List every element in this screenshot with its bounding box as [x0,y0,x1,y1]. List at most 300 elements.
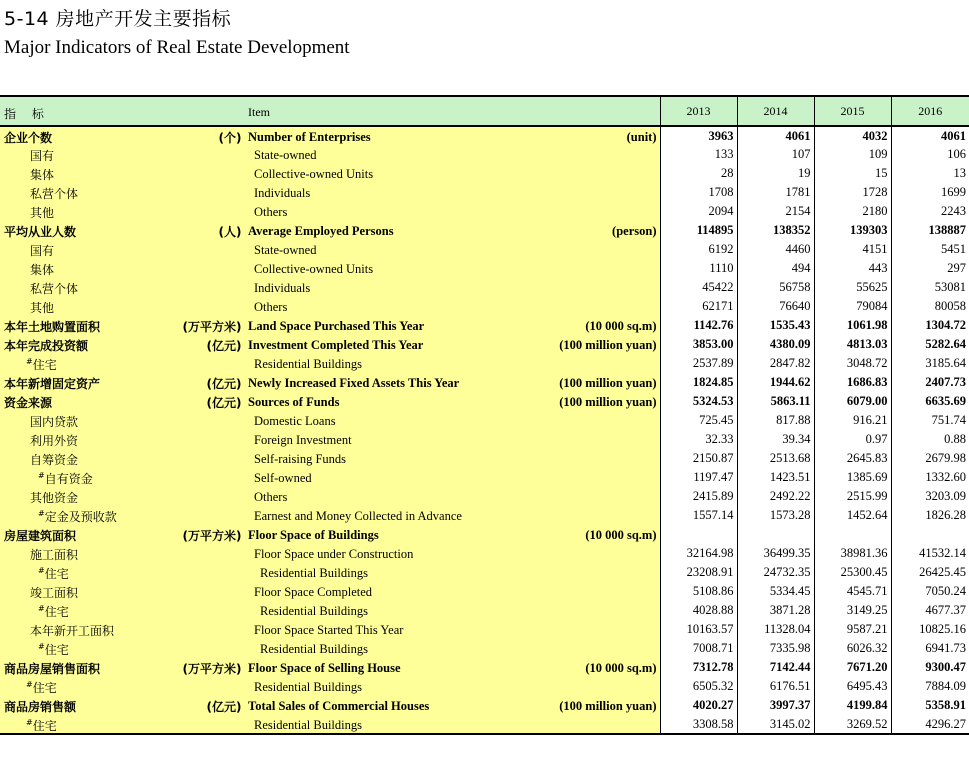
indicator-name-cn-text: 集体 [30,263,55,277]
indicator-name-cn [30,242,54,259]
indicator-cell [0,335,660,354]
value-cell: 4199.84 [814,696,891,715]
value-cell: 297 [891,259,969,278]
indicator-name-en: Average Employed Persons [248,224,394,238]
header-year-2013: 2013 [660,96,737,126]
table-row [0,354,969,373]
indicator-name-en: Floor Space under Construction [254,547,414,561]
indicator-name-cn-text: 平均从业人数 [4,225,77,239]
indicator-name-en: Foreign Investment [254,433,352,447]
value-cell: 7312.78 [660,658,737,677]
indicator-name-en: Self-raising Funds [254,452,347,466]
indicator-cell [0,259,660,278]
value-cell: 1826.28 [891,506,969,525]
footnote-mark: # [38,509,45,518]
value-cell: 5334.45 [737,582,814,601]
indicator-name-cn [4,375,100,392]
value-cell: 13 [891,164,969,183]
value-cell: 36499.35 [737,544,814,563]
value-cell: 106 [891,145,969,164]
value-cell: 55625 [814,278,891,297]
indicator-name-en: Others [254,205,288,219]
indicator-unit-en: (100 million yuan) [559,338,657,352]
header-year-2015: 2015 [814,96,891,126]
indicator-name-en: Others [254,490,288,504]
indicator-name-en: Collective-owned Units [254,262,374,276]
indicator-unit-en: (10 000 sq.m) [585,319,657,333]
table-title-cn: 5-14 房地产开发主要指标 [4,8,232,30]
indicator-name-cn-text: 住宅 [44,643,69,657]
indicator-name-cn [38,641,69,658]
value-cell: 817.88 [737,411,814,430]
indicator-name-cn-text: 施工面积 [30,548,79,562]
value-cell: 1699 [891,183,969,202]
value-cell: 1557.14 [660,506,737,525]
indicator-unit-cn: (个) [218,131,242,145]
indicator-name-cn-text: 国有 [30,149,55,163]
value-cell: 26425.45 [891,563,969,582]
value-cell: 4032 [814,126,891,145]
table-row [0,544,969,563]
indicator-name-cn-text: 住宅 [32,681,57,695]
value-cell: 1944.62 [737,373,814,392]
value-cell: 2537.89 [660,354,737,373]
value-cell: 5451 [891,240,969,259]
indicator-name-en: Floor Space of Selling House [248,661,401,675]
value-cell: 9587.21 [814,620,891,639]
value-cell: 32.33 [660,430,737,449]
indicator-name-en: Residential Buildings [260,604,368,618]
value-cell: 139303 [814,221,891,240]
value-cell: 39.34 [737,430,814,449]
indicator-name-en: Newly Increased Fixed Assets This Year [248,376,460,390]
value-cell: 2407.73 [891,373,969,392]
footnote-mark: # [26,718,33,727]
table-row [0,392,969,411]
value-cell: 62171 [660,297,737,316]
indicator-cell [0,468,660,487]
value-cell: 5324.53 [660,392,737,411]
value-cell [737,525,814,544]
indicator-cell [0,696,660,715]
indicator-cell [0,278,660,297]
value-cell: 138352 [737,221,814,240]
indicator-name-cn-text: 利用外资 [30,434,79,448]
indicator-name-en: Residential Buildings [254,680,362,694]
table-row [0,126,969,145]
indicator-name-en: Individuals [254,186,311,200]
value-cell: 3203.09 [891,487,969,506]
table-row [0,563,969,582]
table-row [0,221,969,240]
value-cell: 0.97 [814,430,891,449]
value-cell: 32164.98 [660,544,737,563]
indicator-name-cn [4,318,100,335]
value-cell: 1781 [737,183,814,202]
value-cell: 9300.47 [891,658,969,677]
indicator-unit-en: (person) [612,224,657,238]
indicator-name-cn [30,147,54,164]
indicator-cell [0,544,660,563]
indicator-name-cn [30,299,54,316]
indicator-unit-cn: (万平方米) [182,662,242,676]
value-cell: 6026.32 [814,639,891,658]
table-row [0,639,969,658]
indicator-unit-en: (100 million yuan) [559,395,657,409]
value-cell: 114895 [660,221,737,240]
indicator-cell [0,126,660,145]
indicator-name-cn [30,185,78,202]
value-cell: 3997.37 [737,696,814,715]
indicator-name-en: Others [254,300,288,314]
indicator-unit-en: (unit) [626,130,657,144]
value-cell: 23208.91 [660,563,737,582]
indicator-cell [0,449,660,468]
value-cell: 5358.91 [891,696,969,715]
value-cell: 7050.24 [891,582,969,601]
value-cell: 3145.02 [737,715,814,734]
value-cell: 2492.22 [737,487,814,506]
value-cell: 2515.99 [814,487,891,506]
indicator-name-cn [30,280,78,297]
value-cell: 11328.04 [737,620,814,639]
indicator-name-cn-text: 本年土地购置面积 [4,320,101,334]
indicator-name-cn-text: 自有资金 [44,472,93,486]
header-year-2014: 2014 [737,96,814,126]
indicator-name-cn-text: 本年新增固定资产 [4,377,101,391]
indicator-cell [0,677,660,696]
indicator-name-cn-text: 住宅 [32,358,57,372]
value-cell: 1728 [814,183,891,202]
indicator-name-en: Residential Buildings [254,357,362,371]
value-cell: 725.45 [660,411,737,430]
value-cell: 19 [737,164,814,183]
indicator-name-cn [38,470,93,487]
value-cell: 3853.00 [660,335,737,354]
value-cell: 3149.25 [814,601,891,620]
value-cell: 2645.83 [814,449,891,468]
indicator-name-cn-text: 住宅 [44,567,69,581]
value-cell: 3269.52 [814,715,891,734]
indicator-cell [0,202,660,221]
table-row [0,582,969,601]
value-cell: 7671.20 [814,658,891,677]
indicator-cell [0,183,660,202]
indicator-unit-en: (10 000 sq.m) [585,528,657,542]
indicator-name-cn [4,527,76,544]
value-cell: 1452.64 [814,506,891,525]
value-cell: 2679.98 [891,449,969,468]
value-cell: 4460 [737,240,814,259]
value-cell: 2243 [891,202,969,221]
indicator-cell [0,297,660,316]
value-cell: 1385.69 [814,468,891,487]
indicator-cell [0,316,660,335]
indicator-unit-en: (100 million yuan) [559,699,657,713]
indicator-cell [0,620,660,639]
value-cell: 6079.00 [814,392,891,411]
indicator-name-cn-text: 其他 [30,301,55,315]
table-row [0,259,969,278]
value-cell: 0.88 [891,430,969,449]
value-cell: 28 [660,164,737,183]
indicator-cell [0,164,660,183]
value-cell: 7335.98 [737,639,814,658]
indicator-name-cn [26,356,57,373]
indicator-name-en: State-owned [254,148,317,162]
value-cell: 4028.88 [660,601,737,620]
table-row [0,297,969,316]
indicator-unit-cn: (亿元) [206,339,242,353]
indicator-name-en: Residential Buildings [254,718,362,732]
table-row [0,202,969,221]
value-cell: 107 [737,145,814,164]
value-cell: 916.21 [814,411,891,430]
value-cell: 4296.27 [891,715,969,734]
value-cell: 1061.98 [814,316,891,335]
table-row [0,658,969,677]
indicator-name-cn [4,698,76,715]
indicator-name-cn [30,489,78,506]
table-row [0,696,969,715]
value-cell: 15 [814,164,891,183]
value-cell: 138887 [891,221,969,240]
table-row [0,620,969,639]
table-row [0,677,969,696]
value-cell: 5282.64 [891,335,969,354]
value-cell: 494 [737,259,814,278]
indicator-cell [0,601,660,620]
indicators-table [0,95,969,735]
value-cell: 1535.43 [737,316,814,335]
indicator-name-cn-text: 商品房销售额 [4,700,77,714]
table-row [0,601,969,620]
value-cell: 38981.36 [814,544,891,563]
indicator-name-cn [30,451,78,468]
indicator-name-cn-text: 资金来源 [4,396,53,410]
indicator-name-cn-text: 企业个数 [4,131,53,145]
value-cell: 1423.51 [737,468,814,487]
indicator-name-en: Land Space Purchased This Year [248,319,425,333]
table-row [0,335,969,354]
indicator-name-cn [30,261,54,278]
value-cell: 2154 [737,202,814,221]
indicator-cell [0,487,660,506]
indicator-name-cn-text: 本年完成投资额 [4,339,89,353]
table-row [0,278,969,297]
indicator-unit-cn: (万平方米) [182,320,242,334]
table-row [0,449,969,468]
indicator-name-cn [38,565,69,582]
value-cell: 1142.76 [660,316,737,335]
indicator-name-cn-text: 商品房屋销售面积 [4,662,101,676]
indicator-name-cn-text: 住宅 [32,719,57,733]
value-cell: 4020.27 [660,696,737,715]
indicator-name-en: Earnest and Money Collected in Advance [254,509,462,523]
indicator-name-cn [26,717,57,734]
value-cell: 4677.37 [891,601,969,620]
table-row [0,506,969,525]
value-cell: 53081 [891,278,969,297]
indicator-cell [0,354,660,373]
indicator-name-cn-text: 国有 [30,244,55,258]
value-cell: 1332.60 [891,468,969,487]
table-body [0,126,969,734]
value-cell: 6192 [660,240,737,259]
value-cell: 4061 [891,126,969,145]
value-cell: 2415.89 [660,487,737,506]
indicator-name-cn-text: 私营个体 [30,282,79,296]
value-cell: 5108.86 [660,582,737,601]
table-row [0,715,969,734]
value-cell: 41532.14 [891,544,969,563]
header-item-en: Item [248,105,270,119]
table-row [0,373,969,392]
indicator-unit-cn: (万平方米) [182,529,242,543]
indicator-unit-cn: (人) [218,225,242,239]
indicator-name-cn-text: 本年新开工面积 [30,624,115,638]
value-cell: 751.74 [891,411,969,430]
value-cell: 1686.83 [814,373,891,392]
indicator-name-cn [30,432,78,449]
table-row [0,411,969,430]
value-cell: 2150.87 [660,449,737,468]
indicator-name-cn-text: 其他资金 [30,491,79,505]
table-row [0,183,969,202]
value-cell: 2094 [660,202,737,221]
indicator-name-en: Collective-owned Units [254,167,374,181]
value-cell: 1824.85 [660,373,737,392]
indicator-cell [0,411,660,430]
indicator-cell [0,658,660,677]
footnote-mark: # [38,471,45,480]
indicator-name-cn-text: 国内贷款 [30,415,79,429]
value-cell: 76640 [737,297,814,316]
value-cell: 25300.45 [814,563,891,582]
indicator-name-cn-text: 竣工面积 [30,586,79,600]
indicator-name-en: Floor Space of Buildings [248,528,379,542]
indicator-name-cn [30,413,78,430]
value-cell: 10163.57 [660,620,737,639]
indicator-name-cn [4,129,52,145]
value-cell: 133 [660,145,737,164]
indicator-name-cn [4,394,52,411]
value-cell: 3048.72 [814,354,891,373]
indicator-name-cn [30,166,54,183]
value-cell: 1110 [660,259,737,278]
value-cell: 7142.44 [737,658,814,677]
value-cell: 4813.03 [814,335,891,354]
footnote-mark: # [38,566,45,575]
table-row [0,316,969,335]
indicator-name-cn [30,584,78,601]
footnote-mark: # [26,357,33,366]
indicator-cell [0,145,660,164]
table-row [0,525,969,544]
indicator-name-en: Residential Buildings [260,566,368,580]
indicator-cell [0,392,660,411]
value-cell: 2847.82 [737,354,814,373]
value-cell: 1708 [660,183,737,202]
value-cell: 2180 [814,202,891,221]
indicator-name-en: Investment Completed This Year [248,338,424,352]
value-cell: 6941.73 [891,639,969,658]
value-cell: 10825.16 [891,620,969,639]
indicator-cell [0,430,660,449]
value-cell: 7884.09 [891,677,969,696]
indicator-cell [0,715,660,734]
value-cell: 1197.47 [660,468,737,487]
indicator-unit-cn: (亿元) [206,700,242,714]
indicator-name-en: Floor Space Started This Year [254,623,404,637]
value-cell [891,525,969,544]
table-header-row [0,96,969,126]
value-cell: 443 [814,259,891,278]
value-cell: 1573.28 [737,506,814,525]
value-cell: 7008.71 [660,639,737,658]
indicator-name-cn [26,679,57,696]
indicator-cell [0,582,660,601]
indicator-cell [0,639,660,658]
value-cell: 109 [814,145,891,164]
indicator-name-cn [30,622,114,639]
indicator-name-cn [38,508,117,525]
value-cell: 1304.72 [891,316,969,335]
header-indicator-cn: 指 标 [4,107,50,121]
table-title-en: Major Indicators of Real Estate Development [4,37,350,58]
table-row [0,145,969,164]
value-cell: 4545.71 [814,582,891,601]
indicator-name-en: State-owned [254,243,317,257]
value-cell: 4151 [814,240,891,259]
value-cell: 6635.69 [891,392,969,411]
indicators-table-wrap [0,95,969,735]
table-row [0,468,969,487]
value-cell: 24732.35 [737,563,814,582]
indicator-cell [0,373,660,392]
indicator-cell [0,525,660,544]
value-cell: 45422 [660,278,737,297]
indicator-name-cn-text: 自筹资金 [30,453,79,467]
indicator-name-cn-text: 房屋建筑面积 [4,529,77,543]
indicator-name-cn [38,603,69,620]
value-cell: 4061 [737,126,814,145]
indicator-name-cn-text: 其他 [30,206,55,220]
value-cell: 5863.11 [737,392,814,411]
table-row [0,487,969,506]
indicator-cell [0,506,660,525]
indicator-name-en: Self-owned [254,471,312,485]
footnote-mark: # [38,604,45,613]
footnote-mark: # [26,680,33,689]
indicator-name-cn-text: 私营个体 [30,187,79,201]
indicator-unit-en: (100 million yuan) [559,376,657,390]
indicator-name-en: Sources of Funds [248,395,340,409]
indicator-name-en: Total Sales of Commercial Houses [248,699,430,713]
indicator-unit-en: (10 000 sq.m) [585,661,657,675]
indicator-name-cn-text: 住宅 [44,605,69,619]
value-cell: 6176.51 [737,677,814,696]
indicator-name-cn [30,204,54,221]
indicator-name-cn [4,223,76,240]
indicator-cell [0,221,660,240]
value-cell: 3185.64 [891,354,969,373]
table-row [0,164,969,183]
indicator-name-cn-text: 集体 [30,168,55,182]
value-cell: 6505.32 [660,677,737,696]
value-cell: 3963 [660,126,737,145]
value-cell: 4380.09 [737,335,814,354]
